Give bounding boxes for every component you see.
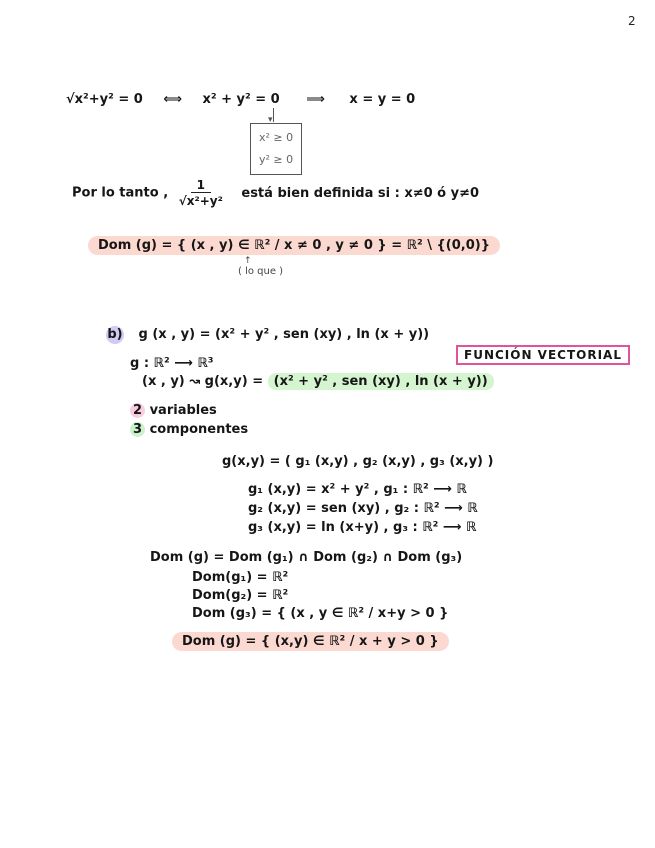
partb-map2-line: [142, 374, 494, 389]
partb-map2-prefix: (x , y) ↝ g(x,y) =: [142, 374, 264, 389]
domain-a: Dom (g) = { (x , y) ∈ ℝ² / x ≠ 0 , y ≠ 0 } = ℝ² \ {(0,0)}: [88, 236, 500, 255]
g2-line: g₂ (x,y) = sen (xy) , g₂ : ℝ² ⟶ ℝ: [248, 501, 478, 516]
equation-line-1: [66, 92, 415, 107]
conclusion-prefix: Por lo tanto ,: [72, 185, 169, 201]
sum-squares-equation: x² + y² = 0: [202, 92, 280, 107]
conclusion-suffix: está bien definida si : x≠0 ó y≠0: [241, 185, 480, 201]
x-squared-ge-zero: x² ≥ 0: [259, 131, 294, 144]
dom-g1: Dom(g₁) = ℝ²: [192, 570, 289, 585]
dom-g-final-line: [172, 634, 449, 649]
g3-line: g₃ (x,y) = ln (x+y) , g₃ : ℝ² ⟶ ℝ: [248, 520, 477, 535]
implies-arrow: ⟹: [306, 92, 325, 107]
domain-a-note: ( lo que ): [238, 266, 284, 277]
partb-definition: g (x , y) = (x² + y² , sen (xy) , ln (x + y)): [138, 327, 430, 342]
partb-definition-line: [106, 326, 429, 344]
dom-g-intersection: Dom (g) = Dom (g₁) ∩ Dom (g₂) ∩ Dom (g₃): [150, 550, 463, 565]
vector-function-label: FUNCIÓN VECTORIAL: [456, 345, 630, 365]
components-line: [130, 422, 248, 437]
g1-line: g₁ (x,y) = x² + y² , g₁ : ℝ² ⟶ ℝ: [248, 482, 467, 497]
down-arrow-line: [273, 108, 274, 122]
iff-arrow: ⟺: [163, 92, 182, 107]
partb-label: b): [107, 327, 123, 342]
components-text: componentes: [149, 422, 249, 437]
variables-text: variables: [149, 403, 217, 418]
sqrt-equation: √x²+y² = 0: [66, 92, 143, 107]
components-count: 3: [130, 422, 145, 437]
partb-map1: g : ℝ² ⟶ ℝ³: [130, 356, 214, 371]
fraction-numerator: 1: [191, 178, 211, 193]
fraction: [179, 178, 223, 208]
partb-map2-components: (x² + y² , sen (xy) , ln (x + y)): [268, 373, 494, 390]
xy-zero: x = y = 0: [349, 92, 416, 107]
up-arrow-icon: ↑: [244, 256, 252, 266]
domain-a-line: [88, 238, 500, 253]
dom-g-final: Dom (g) = { (x,y) ∈ ℝ² / x + y > 0 }: [172, 632, 449, 651]
y-squared-ge-zero: y² ≥ 0: [259, 153, 294, 166]
variables-line: [130, 403, 217, 418]
page-number: 2: [628, 14, 636, 28]
variables-count: 2: [130, 403, 145, 418]
conclusion-line: [72, 178, 479, 208]
dom-g2: Dom(g₂) = ℝ²: [192, 588, 289, 603]
down-arrow-icon: ▾: [268, 115, 273, 125]
squares-nonnegative-box: [250, 123, 302, 175]
dom-g3: Dom (g₃) = { (x , y ∈ ℝ² / x+y > 0 }: [192, 606, 449, 621]
fraction-denominator: √x²+y²: [178, 194, 223, 208]
decomposition: g(x,y) = ( g₁ (x,y) , g₂ (x,y) , g₃ (x,y) ): [222, 454, 494, 469]
